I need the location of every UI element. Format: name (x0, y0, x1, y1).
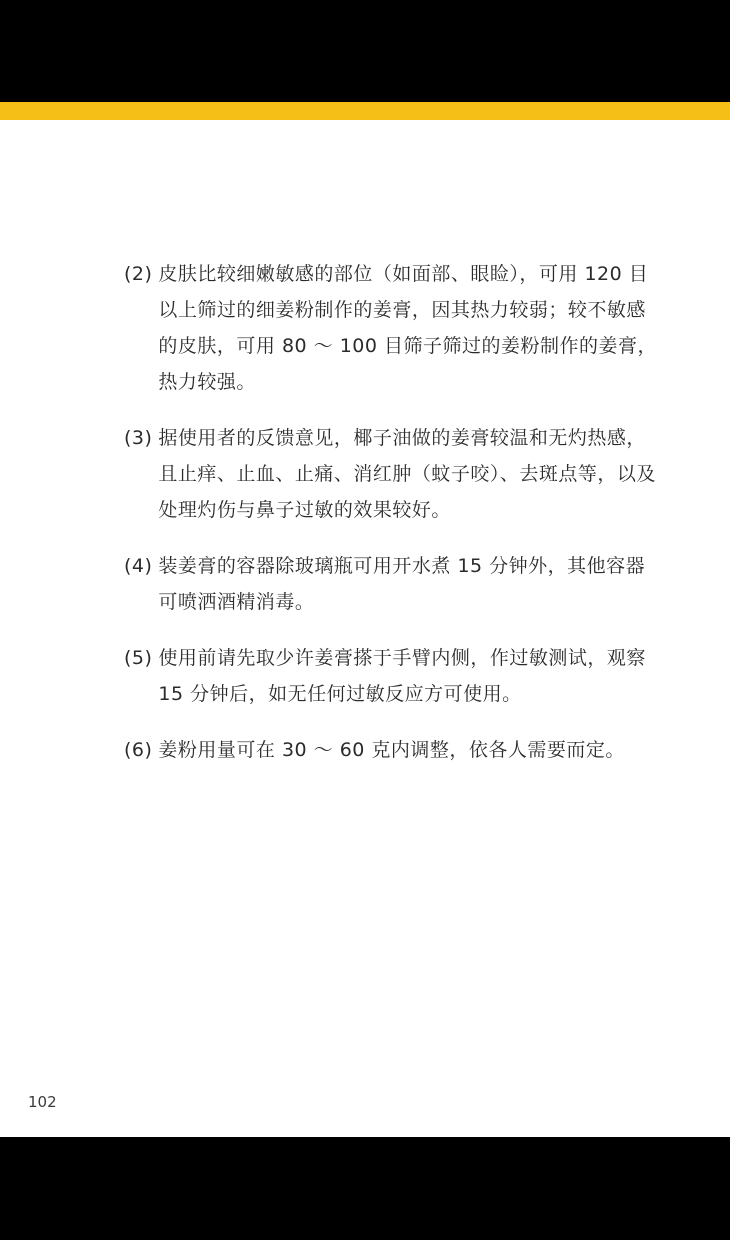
item-text: 皮肤比较细嫩敏感的部位（如面部、眼睑），可用 120 目以上筛过的细姜粉制作的姜膏，因其热力较弱；较不敏感的皮肤，可用 80 ～ 100 目筛子筛过的姜粉制作的姜膏，热力较强。 (158, 263, 658, 393)
instruction-list (124, 256, 659, 788)
list-item (124, 548, 659, 620)
list-item (124, 256, 659, 400)
accent-stripe (0, 102, 730, 120)
item-number: (5) (124, 647, 153, 669)
item-text: 姜粉用量可在 30 ～ 60 克内调整，依各人需要而定。 (158, 739, 625, 761)
item-number: (2) (124, 263, 153, 285)
top-black-bar (0, 0, 730, 102)
item-number: (4) (124, 555, 153, 577)
item-number: (6) (124, 739, 153, 761)
item-text: 使用前请先取少许姜膏搽于手臂内侧，作过敏测试，观察 15 分钟后，如无任何过敏反应方可使用。 (158, 647, 646, 705)
list-item (124, 640, 659, 712)
item-number: (3) (124, 427, 153, 449)
list-item (124, 732, 659, 768)
item-text: 据使用者的反馈意见，椰子油做的姜膏较温和无灼热感，且止痒、止血、止痛、消红肿（蚊子咬）、去斑点等，以及处理灼伤与鼻子过敏的效果较好。 (158, 427, 656, 521)
item-text: 装姜膏的容器除玻璃瓶可用开水煮 15 分钟外，其他容器可喷洒酒精消毒。 (158, 555, 646, 613)
bottom-black-bar (0, 1137, 730, 1240)
list-item (124, 420, 659, 528)
book-page[interactable] (0, 120, 730, 1137)
page-number: 102 (28, 1093, 57, 1111)
